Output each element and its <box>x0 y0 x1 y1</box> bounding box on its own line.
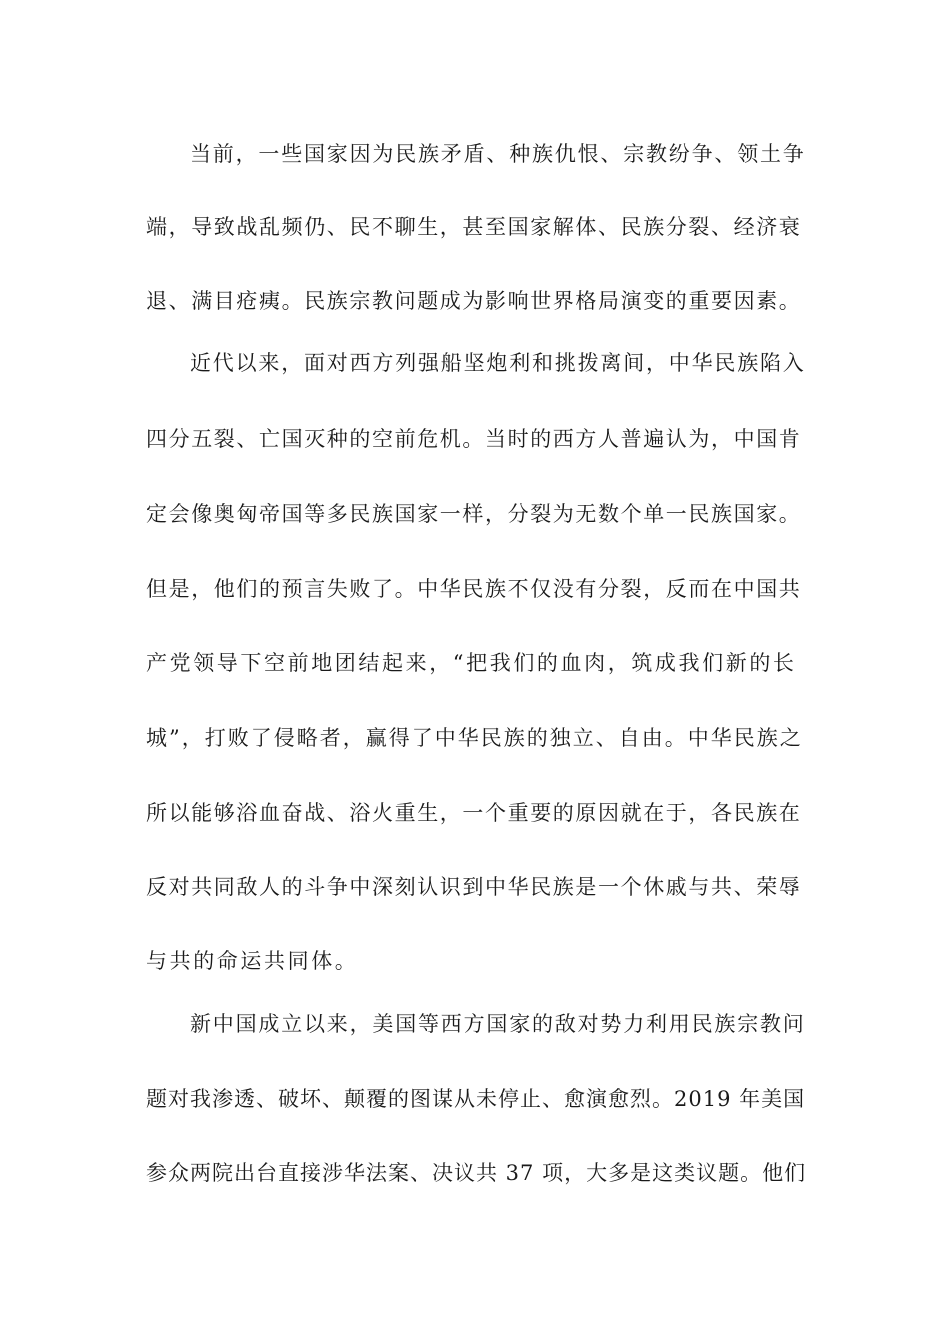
text-line: 四分五裂、亡国灭种的空前危机。当时的西方人普遍认为，中国肯 <box>146 427 802 451</box>
text-line: 所以能够浴血奋战、浴火重生，一个重要的原因就在于，各民族在 <box>146 801 802 825</box>
text-line: 定会像奥匈帝国等多民族国家一样，分裂为无数个单一民族国家。 <box>146 502 802 526</box>
text-line: 题对我渗透、破坏、颠覆的图谋从未停止、愈演愈烈。2019 年美国 <box>146 1087 806 1111</box>
text-line: 新中国成立以来，美国等西方国家的敌对势力利用民族宗教问 <box>190 1012 806 1036</box>
text-line: 城”，打败了侵略者，赢得了中华民族的独立、自由。中华民族之 <box>146 726 803 750</box>
text-line: 参众两院出台直接涉华法案、决议共 37 项，大多是这类议题。他们 <box>146 1161 807 1185</box>
text-line: 退、满目疮痍。民族宗教问题成为影响世界格局演变的重要因素。 <box>146 289 802 313</box>
text-line: 端，导致战乱频仍、民不聊生，甚至国家解体、民族分裂、经济衰 <box>146 215 802 239</box>
text-line: 反对共同敌人的斗争中深刻认识到中华民族是一个休戚与共、荣辱 <box>146 875 802 899</box>
text-line: 近代以来，面对西方列强船坚炮利和挑拨离间，中华民族陷入 <box>190 351 806 375</box>
text-line: 产党领导下空前地团结起来，“把我们的血肉，筑成我们新的长 <box>146 651 797 675</box>
text-line: 与共的命运共同体。 <box>146 949 359 973</box>
text-line: 但是，他们的预言失败了。中华民族不仅没有分裂，反而在中国共 <box>146 577 802 601</box>
text-line: 当前，一些国家因为民族矛盾、种族仇恨、宗教纷争、领土争 <box>190 142 806 166</box>
